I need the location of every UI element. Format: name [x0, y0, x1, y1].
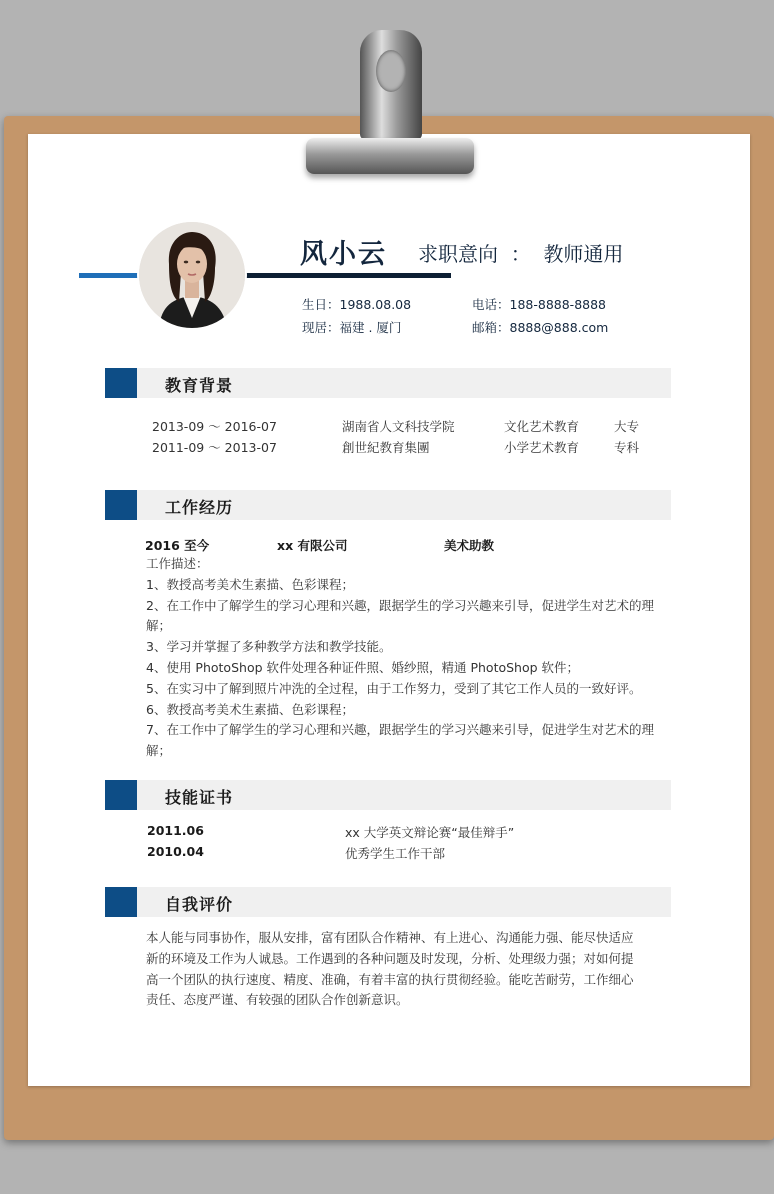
skill-date: 2010.04	[147, 844, 204, 859]
email-info: 邮箱：8888@888.com	[472, 320, 609, 335]
work-period: 2016 至今	[145, 538, 210, 553]
candidate-name: 风小云	[300, 239, 387, 270]
work-line: 1、教授高考美术生素描、色彩课程；	[146, 576, 354, 592]
edu-school: 創世紀教育集團	[342, 440, 430, 455]
edu-period: 2013-09 ～ 2016-07	[152, 419, 277, 434]
self-line: 责任、态度严谨、有较强的团队合作创新意识。	[146, 992, 409, 1008]
section-education	[105, 368, 671, 398]
section-title: 教育背景	[165, 376, 234, 395]
birth-info: 生日：1988.08.08	[302, 297, 412, 312]
work-line: 7、在工作中了解学生的学习心理和兴趣，跟据学生的学习兴趣来引导，促进学生对艺术的理	[146, 722, 654, 738]
section-title: 工作经历	[165, 498, 234, 517]
section-marker-icon	[105, 780, 137, 810]
job-title: 教师通用	[543, 242, 624, 266]
work-line: 2、在工作中了解学生的学习心理和兴趣，跟据学生的学习兴趣来引导，促进学生对艺术的理	[146, 597, 654, 613]
edu-major: 小学艺术教育	[504, 440, 580, 455]
job-objective	[418, 238, 623, 267]
section-marker-icon	[105, 368, 137, 398]
section-marker-icon	[105, 887, 137, 917]
section-self-evaluation	[105, 887, 671, 917]
self-line: 高一个团队的执行速度、精度、准确，有着丰富的执行贯彻经验。能吃苦耐劳，工作细心	[146, 971, 634, 987]
self-line: 新的环境及工作为人诚恳。工作遇到的各种问题及时发现，分析、处理级力强；对如何提	[146, 950, 634, 966]
work-line: 3、学习并掌握了多种教学方法和教学技能。	[146, 639, 392, 655]
job-separator: ：	[510, 242, 531, 266]
work-position: 美术助教	[444, 538, 495, 553]
work-line: 4、使用 PhotoShop 软件处理各种证件照、婚纱照，精通 PhotoShop 软件；	[146, 659, 580, 675]
self-line: 本人能与同事协作，服从安排，富有团队合作精神、有上进心、沟通能力强、能尽快适应	[146, 930, 634, 945]
work-line: 解；	[146, 618, 172, 634]
work-line: 5、在实习中了解到照片冲洗的全过程，由于工作努力，受到了其它工作人员的一致好评。	[146, 680, 642, 696]
header-accent-line	[79, 273, 143, 278]
section-title: 技能证书	[165, 788, 234, 807]
section-marker-icon	[105, 490, 137, 520]
edu-period: 2011-09 ～ 2013-07	[152, 440, 277, 455]
edu-degree: 专科	[614, 440, 640, 455]
self-evaluation-text	[146, 928, 656, 1011]
work-line: 工作描述：	[146, 556, 209, 571]
location-info: 现居：福建 . 厦门	[302, 320, 402, 335]
edu-major: 文化艺术教育	[504, 419, 580, 434]
skill-date: 2011.06	[147, 823, 204, 838]
section-skills	[105, 780, 671, 810]
binder-clip-icon	[360, 30, 422, 140]
job-label: 求职意向	[418, 242, 498, 266]
edu-school: 湖南省人文科技学院	[342, 419, 455, 434]
phone-info: 电话：188-8888-8888	[472, 297, 607, 312]
skill-item: xx 大学英文辩论赛“最佳辩手”	[345, 825, 515, 840]
section-title: 自我评价	[165, 895, 234, 914]
work-description	[146, 554, 656, 762]
skill-item: 优秀学生工作干部	[345, 846, 446, 861]
edu-degree: 大专	[614, 419, 640, 434]
section-work	[105, 490, 671, 520]
avatar	[139, 222, 245, 328]
binder-clip-base	[306, 138, 474, 174]
work-line: 6、教授高考美术生素描、色彩课程；	[146, 701, 354, 717]
header-dark-line	[243, 273, 451, 278]
work-company: xx 有限公司	[277, 538, 348, 553]
work-line: 解；	[146, 743, 172, 759]
